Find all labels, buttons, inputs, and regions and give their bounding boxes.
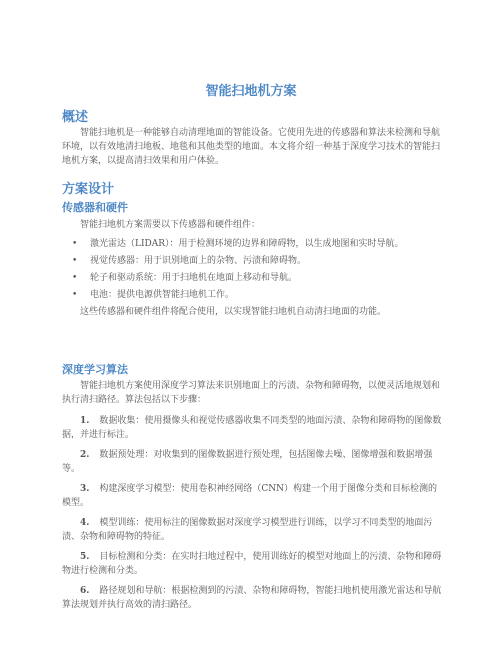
bullet-icon: • (72, 273, 78, 283)
list-item: • 轮子和驱动系统：用于扫地机在地面上移动和导航。 (72, 273, 298, 283)
sensors-intro: 智能扫地机方案需要以下传感器和硬件组件： (80, 220, 261, 230)
overview-heading: 概述 (62, 110, 89, 125)
list-item: 4. 模型训练：使用标注的图像数据对深度学习模型进行训练，以学习不同类型的地面污渍、杂物和障碍物的特征。 (62, 518, 433, 542)
list-item: 6. 路径规划和导航：根据检测到的污渍、杂物和障碍物，智能扫地机使用激光雷达和导航算法规划并执行高效的清扫路径。 (62, 586, 442, 610)
list-item: 5. 目标检测和分类：在实时扫地过程中，使用训练好的模型对地面上的污渍、杂物和障碍物进行检测和分类。 (62, 552, 442, 576)
list-item: • 视觉传感器：用于识别地面上的杂物、污渍和障碍物。 (72, 256, 307, 266)
sensors-outro: 这些传感器和硬件组件将配合使用，以实现智能扫地机自动清扫地面的功能。 (80, 307, 387, 317)
algorithm-steps (62, 414, 444, 612)
sensors-section (62, 199, 444, 215)
sensors-body (62, 218, 444, 319)
algorithm-body (62, 379, 444, 618)
algorithm-intro: 智能扫地机方案使用深度学习算法来识别地面上的污渍、杂物和障碍物，以便灵活地规划和执行清扫路径。算法包括以下步骤： (62, 381, 441, 405)
sensors-heading: 传感器和硬件 (62, 201, 128, 214)
design-section (62, 178, 444, 197)
list-item: 1. 数据收集：使用摄像头和视觉传感器收集不同类型的地面污渍、杂物和障碍物的图像数据，并进行标注。 (62, 416, 442, 440)
list-item: • 电池：提供电源供智能扫地机工作。 (72, 290, 235, 300)
bullet-icon: • (72, 256, 78, 266)
sensor-list (62, 237, 444, 302)
overview-body (62, 126, 444, 168)
algorithm-heading: 深度学习算法 (62, 363, 128, 376)
list-item: • 激光雷达（LIDAR）：用于检测环境的边界和障碍物，以生成地图和实时导航。 (72, 239, 404, 249)
design-heading: 方案设计 (62, 182, 115, 197)
bullet-icon: • (72, 290, 78, 300)
algorithm-section (62, 361, 444, 377)
overview-section (62, 106, 444, 125)
bullet-icon: • (72, 239, 78, 249)
document-title: 智能扫地机方案 (205, 84, 297, 99)
list-item: 2. 数据预处理：对收集到的图像数据进行预处理，包括图像去噪、图像增强和数据增强等。 (62, 450, 433, 474)
list-item: 3. 构建深度学习模型：使用卷积神经网络（CNN）构建一个用于图像分类和目标检测的模型。 (62, 484, 438, 508)
overview-paragraph: 智能扫地机是一种能够自动清理地面的智能设备。它使用先进的传感器和算法来检测和导航环境，以有效地清扫地板、地毯和其他类型的地面。本文将介绍一种基于深度学习技术的智能扫地机方案，以提高清扫效果和用户体验。 (62, 128, 441, 166)
